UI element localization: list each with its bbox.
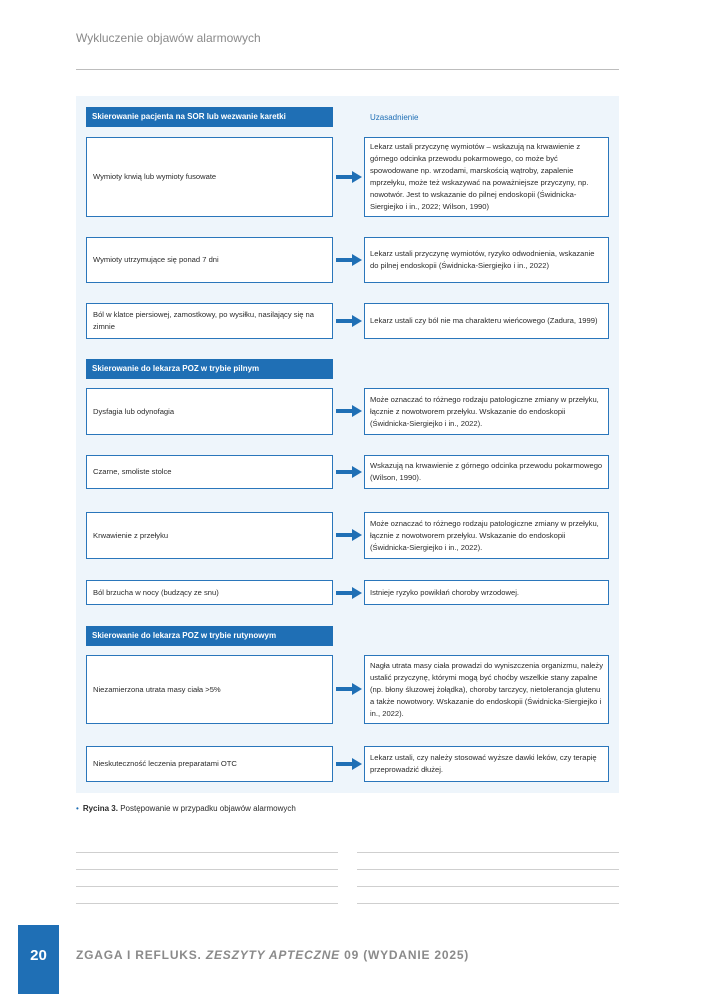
publication-footer	[76, 948, 469, 962]
note-line	[357, 852, 619, 853]
symptom-box: Wymioty utrzymujące się ponad 7 dni	[86, 237, 333, 283]
note-line	[357, 903, 619, 904]
symptom-box: Czarne, smoliste stolce	[86, 455, 333, 489]
note-line	[76, 886, 338, 887]
footer-series: ZESZYTY APTECZNE	[205, 948, 340, 962]
note-line	[357, 869, 619, 870]
symptom-box: Dysfagia lub odynofagia	[86, 388, 333, 435]
arrow-right-icon	[336, 529, 362, 541]
caption-text: Postępowanie w przypadku objawów alarmowych	[120, 804, 296, 813]
arrow-right-icon	[336, 171, 362, 183]
reason-box: Może oznaczać to różnego rodzaju patologiczne zmiany w przełyku, łącznie z nowotworem przełyku. Wskazanie do endoskopii (Świdnicka-Siergiejko i in., 2022).	[364, 512, 609, 559]
reason-box: Nagła utrata masy ciała prowadzi do wyniszczenia organizmu, należy ustalić przyczynę, którymi mogą być choćby wszelkie stany zapalne (np. błony śluzowej żołądka), choroby tarczycy, nietolerancja glutenu a także nowotwory. Wskazanie do endoskopii (Świdnicka-Siergiejko i in., 2022).	[364, 655, 609, 724]
section-header-urgent-poz: Skierowanie do lekarza POZ w trybie pilnym	[86, 359, 333, 379]
note-line	[76, 852, 338, 853]
note-line	[76, 869, 338, 870]
arrow-right-icon	[336, 683, 362, 695]
page-number: 20	[18, 925, 59, 994]
symptom-box: Krwawienie z przełyku	[86, 512, 333, 559]
caption-label: Rycina 3.	[82, 804, 118, 813]
note-line	[357, 886, 619, 887]
arrow-right-icon	[336, 758, 362, 770]
reason-box: Wskazują na krwawienie z górnego odcinka przewodu pokarmowego (Wilson, 1990).	[364, 455, 609, 489]
symptom-box: Nieskuteczność leczenia preparatami OTC	[86, 746, 333, 782]
arrow-right-icon	[336, 405, 362, 417]
reason-box: Lekarz ustali czy ból nie ma charakteru wieńcowego (Zadura, 1999)	[364, 303, 609, 339]
section-header-routine-poz: Skierowanie do lekarza POZ w trybie rutynowym	[86, 626, 333, 646]
header-divider	[76, 69, 619, 70]
note-line	[76, 903, 338, 904]
figure-caption	[76, 804, 296, 813]
symptom-box: Wymioty krwią lub wymioty fusowate	[86, 137, 333, 217]
footer-prefix: ZGAGA I REFLUKS.	[76, 948, 202, 962]
running-header: Wykluczenie objawów alarmowych	[76, 31, 261, 45]
arrow-right-icon	[336, 315, 362, 327]
reason-box: Istnieje ryzyko powikłań choroby wrzodowej.	[364, 580, 609, 605]
symptom-box: Ból w klatce piersiowej, zamostkowy, po wysiłku, nasilający się na zimnie	[86, 303, 333, 339]
section-header-sor: Skierowanie pacjenta na SOR lub wezwanie karetki	[86, 107, 333, 127]
symptom-box: Ból brzucha w nocy (budzący ze snu)	[86, 580, 333, 605]
bullet-icon: •	[76, 804, 79, 813]
arrow-right-icon	[336, 587, 362, 599]
reason-box: Lekarz ustali przyczynę wymiotów, ryzyko odwodnienia, wskazanie do pilnej endoskopii (Świdnicka-Siergiejko i in., 2022)	[364, 237, 609, 283]
arrow-right-icon	[336, 254, 362, 266]
reason-box: Lekarz ustali, czy należy stosować wyższe dawki leków, czy terapię przeprowadzić dłużej.	[364, 746, 609, 782]
column-header-justification: Uzasadnienie	[370, 113, 419, 122]
arrow-right-icon	[336, 466, 362, 478]
footer-edition: 09 (WYDANIE 2025)	[344, 948, 470, 962]
symptom-box: Niezamierzona utrata masy ciała >5%	[86, 655, 333, 724]
reason-box: Lekarz ustali przyczynę wymiotów – wskazują na krwawienie z górnego odcinka przewodu pokarmowego, co może być spowodowane np. wrzodami, marskością wątroby, zapalenie mprzełyku, może też wskazywać na poważniejsze przyczyny, np. nowotwór. Jest to wskazanie do pilnej endoskopii (Świdnicka-Siergiejko i in., 2022; Wilson, 1990)	[364, 137, 609, 217]
reason-box: Może oznaczać to różnego rodzaju patologiczne zmiany w przełyku, łącznie z nowotworem przełyku. Wskazanie do endoskopii (Świdnicka-Siergiejko i in., 2022).	[364, 388, 609, 435]
